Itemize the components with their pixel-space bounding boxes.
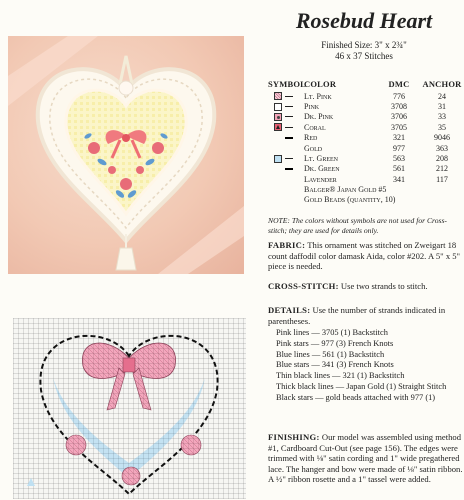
details-list xyxy=(276,328,464,404)
backstitch-line-icon xyxy=(285,127,293,128)
anchor-cell: 212 xyxy=(436,164,448,174)
extra-row-gold-beads: Gold Beads (quantity, 10) xyxy=(304,194,396,204)
color-cell: Lt. Pink xyxy=(304,91,332,101)
color-cell: Lt. Green xyxy=(304,154,338,164)
anchor-cell: 363 xyxy=(436,143,448,153)
symbol-swatch-icon xyxy=(274,123,282,131)
fabric-paragraph xyxy=(268,240,464,272)
color-row xyxy=(268,143,462,153)
color-rows xyxy=(268,91,462,185)
backstitch-line-icon xyxy=(285,116,293,117)
symbol-cell xyxy=(268,92,304,100)
fabric-text: This ornament was stitched on Zweigart 18 count daffodil color damask Aida, color #202. A 5" x 5" piece is needed. xyxy=(268,240,461,272)
backstitch-line-icon xyxy=(285,158,293,159)
header-dmc: DMC xyxy=(388,79,410,89)
symbol-cell xyxy=(268,137,304,139)
finishing-label: FINISHING: xyxy=(268,432,320,442)
dmc-cell: 3708 xyxy=(391,102,407,112)
color-row xyxy=(268,122,462,132)
anchor-cell: 24 xyxy=(438,91,446,101)
cross-stitch-chart xyxy=(13,318,246,499)
color-row xyxy=(268,133,462,143)
symbol-swatch-icon xyxy=(274,113,282,121)
details-text: Use the number of strands indicated in parentheses. xyxy=(268,305,446,326)
anchor-cell: 208 xyxy=(436,154,448,164)
color-cell: Coral xyxy=(304,122,326,132)
backstitch-line-icon xyxy=(285,168,293,170)
symbol-swatch-icon xyxy=(274,92,282,100)
symbol-cell xyxy=(268,155,304,163)
header-color: COLOR xyxy=(304,79,337,89)
stitch-count: 46 x 37 Stitches xyxy=(335,51,393,61)
page-title: Rosebud Heart xyxy=(295,8,433,33)
symbol-cell xyxy=(268,168,304,170)
details-item: Thin black lines — 321 (1) Backstitch xyxy=(276,371,405,381)
dmc-cell: 341 xyxy=(393,174,405,184)
fabric-label: FABRIC: xyxy=(268,240,306,250)
header-anchor: ANCHOR xyxy=(422,79,462,89)
color-cell: Red xyxy=(304,133,318,143)
dmc-cell: 977 xyxy=(393,143,405,153)
color-row xyxy=(268,164,462,174)
anchor-cell: 117 xyxy=(436,174,448,184)
dmc-cell: 3705 xyxy=(391,122,407,132)
backstitch-line-icon xyxy=(285,96,293,97)
color-row xyxy=(268,112,462,122)
anchor-cell: 35 xyxy=(438,122,446,132)
symbol-swatch-icon xyxy=(274,103,282,111)
color-cell: Gold xyxy=(304,143,323,153)
color-cell: Lavender xyxy=(304,174,337,184)
finished-size: Finished Size: 3" x 2¾" xyxy=(321,40,407,50)
backstitch-line-icon xyxy=(285,137,293,139)
color-row xyxy=(268,91,462,101)
color-cell: Pink xyxy=(304,102,320,112)
finishing-text: Our model was assembled using method #1, Cardboard Cut-Out (see page 156). The edges were trimmed with ⅛" satin cording and 1" wide pregathered lace. The hanger and bow were made of ⅛" satin ribbon. A ½" ribbon rosette and a 1" tassel were added. xyxy=(268,432,463,485)
backstitch-line-icon xyxy=(285,106,293,107)
dmc-cell: 776 xyxy=(393,91,405,101)
color-cell: Dk. Green xyxy=(304,164,340,174)
extra-row-gold-thread: Balger® Japan Gold #5 xyxy=(304,184,387,194)
details-item: Blue stars — 341 (3) French Knots xyxy=(276,360,394,370)
dmc-cell: 3706 xyxy=(391,112,407,122)
color-key-table xyxy=(268,79,462,205)
cross-stitch-label: CROSS-STITCH: xyxy=(268,281,339,291)
anchor-cell: 33 xyxy=(438,112,446,122)
cross-stitch-text: Use two strands to stitch. xyxy=(338,281,428,291)
dmc-cell: 561 xyxy=(393,164,405,174)
details-item: Pink lines — 3705 (1) Backstitch xyxy=(276,328,388,337)
dmc-cell: 563 xyxy=(393,154,405,164)
details-item: Thick black lines — Japan Gold (1) Straight Stitch xyxy=(276,381,447,391)
finishing-paragraph xyxy=(268,432,464,485)
symbol-cell xyxy=(268,113,304,121)
symbol-cell xyxy=(268,123,304,131)
ornament-photo xyxy=(8,36,244,274)
instructions-column xyxy=(264,0,464,500)
table-header xyxy=(268,79,462,89)
dmc-cell: 321 xyxy=(393,133,405,143)
details-paragraph xyxy=(268,305,464,326)
color-row xyxy=(268,174,462,184)
details-item: Pink stars — 977 (3) French Knots xyxy=(276,338,394,348)
anchor-cell: 31 xyxy=(438,102,446,112)
color-row xyxy=(268,153,462,163)
color-row xyxy=(268,101,462,111)
color-cell: Dk. Pink xyxy=(304,112,334,122)
details-label: DETAILS: xyxy=(268,305,311,315)
symbol-swatch-icon xyxy=(274,155,282,163)
details-item: Blue lines — 561 (1) Backstitch xyxy=(276,349,385,359)
color-note: NOTE: The colors without symbols are not used for Cross-stitch; they are used for details only. xyxy=(268,216,447,235)
header-symbol: SYMBOL xyxy=(268,79,307,89)
details-item: Black stars — gold beads attached with 977 (1) xyxy=(276,392,436,402)
anchor-cell: 9046 xyxy=(434,133,450,143)
cross-stitch-paragraph xyxy=(268,281,464,292)
symbol-cell xyxy=(268,103,304,111)
